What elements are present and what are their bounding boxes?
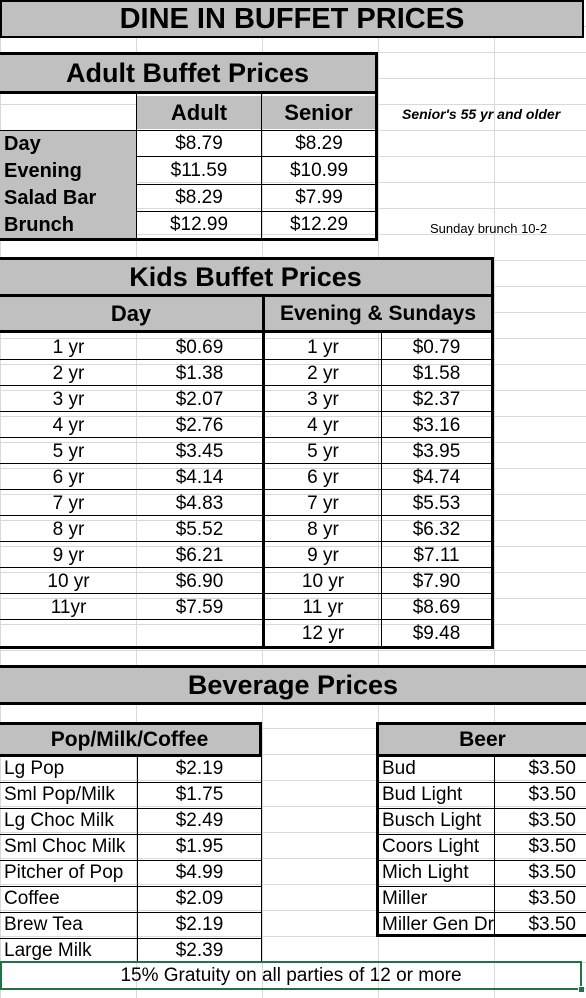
kids-col-day-text: Day <box>110 300 152 326</box>
pop-item-name: Brew Tea <box>4 914 83 935</box>
beer-item-name: Coors Light <box>382 836 480 857</box>
gratuity-note-text: 15% Gratuity on all parties of 12 or more <box>120 964 462 986</box>
beverage-title-text: Beverage Prices <box>187 669 399 700</box>
kids-evening-price: $4.74 <box>412 467 461 488</box>
kids-section-title <box>0 257 494 297</box>
pop-item-price: $1.75 <box>175 784 224 805</box>
kids-day-age: 11yr <box>50 597 87 618</box>
kids-evening-price: $5.53 <box>412 493 461 514</box>
beer-item-name: Miller <box>382 888 428 909</box>
kids-day-price: $5.52 <box>175 519 224 540</box>
adult-title-text: Adult Buffet Prices <box>65 57 310 88</box>
beer-item-price: $3.50 <box>528 784 576 805</box>
pop-item-name: Lg Choc Milk <box>4 810 114 831</box>
beer-item-price: $3.50 <box>528 888 576 909</box>
kids-evening-age: 4 yr <box>307 415 339 436</box>
kids-day-age: 3 yr <box>52 389 85 410</box>
pop-item-name: Pitcher of Pop <box>4 862 124 883</box>
kids-day-price: $3.45 <box>175 441 224 462</box>
kids-day-age: 9 yr <box>52 545 85 566</box>
pop-item-name: Sml Pop/Milk <box>4 784 115 805</box>
pop-item-price: $2.09 <box>175 888 224 909</box>
kids-evening-age: 6 yr <box>307 467 339 488</box>
kids-evening-age: 1 yr <box>307 337 339 358</box>
kids-day-price: $2.76 <box>175 415 224 436</box>
kids-evening-price: $9.48 <box>412 623 461 644</box>
senior-price: $12.29 <box>289 214 349 235</box>
page-title <box>0 0 584 38</box>
kids-day-age: 2 yr <box>52 363 85 384</box>
adult-price: $12.99 <box>169 214 229 235</box>
senior-note <box>402 106 560 122</box>
senior-price: $8.29 <box>295 133 343 154</box>
kids-day-price: $4.14 <box>175 467 224 488</box>
kids-evening-price: $0.79 <box>412 337 461 358</box>
beer-item-name: Mich Light <box>382 862 469 883</box>
kids-col-evening-text: Evening & Sundays <box>279 301 477 325</box>
kids-evening-age: 9 yr <box>307 545 339 566</box>
kids-title-text: Kids Buffet Prices <box>129 261 362 292</box>
kids-evening-age: 10 yr <box>301 571 345 592</box>
pop-item-name: Coffee <box>4 888 60 909</box>
kids-day-price: $2.07 <box>175 389 224 410</box>
brunch-note-text: Sunday brunch 10-2 <box>430 221 548 236</box>
kids-evening-price: $3.16 <box>412 415 461 436</box>
pop-item-name: Large Milk <box>4 940 92 961</box>
adult-row-label: Brunch <box>4 214 74 236</box>
page-title-text: DINE IN BUFFET PRICES <box>119 2 465 35</box>
adult-price: $8.29 <box>175 187 223 208</box>
pop-item-name: Lg Pop <box>4 758 65 779</box>
kids-evening-price: $6.32 <box>412 519 461 540</box>
kids-day-price: $1.38 <box>175 363 224 384</box>
beer-item-price: $3.50 <box>528 836 576 857</box>
adult-col-adult-text: Adult <box>170 99 228 125</box>
kids-evening-age: 2 yr <box>307 363 339 384</box>
kids-evening-price: $2.37 <box>412 389 461 410</box>
gratuity-note[interactable] <box>0 961 582 990</box>
adult-row-label: Day <box>4 133 41 155</box>
kids-day-age: 4 yr <box>52 415 85 436</box>
beer-item-name: Bud <box>382 758 416 779</box>
kids-evening-price: $8.69 <box>412 597 461 618</box>
beer-item-price: $3.50 <box>528 862 576 883</box>
beer-item-name: Busch Light <box>382 810 482 831</box>
kids-evening-price: $1.58 <box>412 363 461 384</box>
kids-day-age: 1 yr <box>52 337 85 358</box>
beer-item-price: $3.50 <box>528 810 576 831</box>
pop-item-price: $2.19 <box>175 758 224 779</box>
kids-evening-price: $7.90 <box>412 571 461 592</box>
kids-evening-age: 7 yr <box>307 493 339 514</box>
senior-note-text: Senior's 55 yr and older <box>402 106 561 122</box>
kids-day-age: 6 yr <box>52 467 85 488</box>
kids-evening-price: $7.11 <box>413 545 460 566</box>
beverage-section-title <box>0 665 586 705</box>
brunch-note <box>430 221 547 236</box>
pop-item-price: $1.95 <box>175 836 224 857</box>
kids-day-price: $0.69 <box>175 337 224 358</box>
adult-price: $11.59 <box>170 160 228 181</box>
pop-item-price: $2.39 <box>175 940 224 961</box>
kids-col-header-evening <box>262 297 494 333</box>
beer-item-name: Miller Gen Dr <box>382 914 494 935</box>
kids-day-price: $6.90 <box>175 571 224 592</box>
pop-item-price: $4.99 <box>175 862 224 883</box>
adult-price: $8.79 <box>175 133 223 154</box>
kids-evening-age: 5 yr <box>307 441 339 462</box>
adult-row-label: Salad Bar <box>4 187 97 209</box>
pop-title-text: Pop/Milk/Coffee <box>50 728 209 751</box>
adult-col-header-adult <box>137 96 261 129</box>
pop-item-price: $2.19 <box>175 914 224 935</box>
kids-day-age: 7 yr <box>52 493 85 514</box>
kids-day-age: 5 yr <box>52 441 85 462</box>
kids-evening-price: $3.95 <box>412 441 461 462</box>
senior-price: $10.99 <box>289 160 349 181</box>
beer-item-price: $3.50 <box>528 758 576 779</box>
beer-title-text: Beer <box>459 728 506 751</box>
senior-price: $7.99 <box>295 187 343 208</box>
pop-section-header <box>0 722 262 755</box>
kids-day-price: $6.21 <box>175 545 224 566</box>
adult-section-title <box>0 52 378 94</box>
kids-day-price: $7.59 <box>175 597 224 618</box>
kids-col-header-day <box>0 297 262 333</box>
beer-item-name: Bud Light <box>382 784 463 805</box>
kids-day-age: 10 yr <box>47 571 90 592</box>
adult-col-header-senior <box>262 96 375 129</box>
kids-evening-age: 11 yr <box>302 597 344 618</box>
kids-day-price: $4.83 <box>175 493 224 514</box>
adult-row-label: Evening <box>4 160 82 182</box>
beer-section-header <box>376 722 586 755</box>
kids-evening-age: 8 yr <box>307 519 339 540</box>
beer-item-price: $3.50 <box>528 914 576 935</box>
kids-day-age: 8 yr <box>52 519 85 540</box>
pop-item-name: Sml Choc Milk <box>4 836 126 857</box>
pop-item-price: $2.49 <box>175 810 224 831</box>
selection-fill-handle[interactable] <box>578 986 585 993</box>
kids-evening-age: 12 yr <box>301 623 345 644</box>
adult-col-senior-text: Senior <box>284 99 353 125</box>
kids-evening-age: 3 yr <box>307 389 339 410</box>
